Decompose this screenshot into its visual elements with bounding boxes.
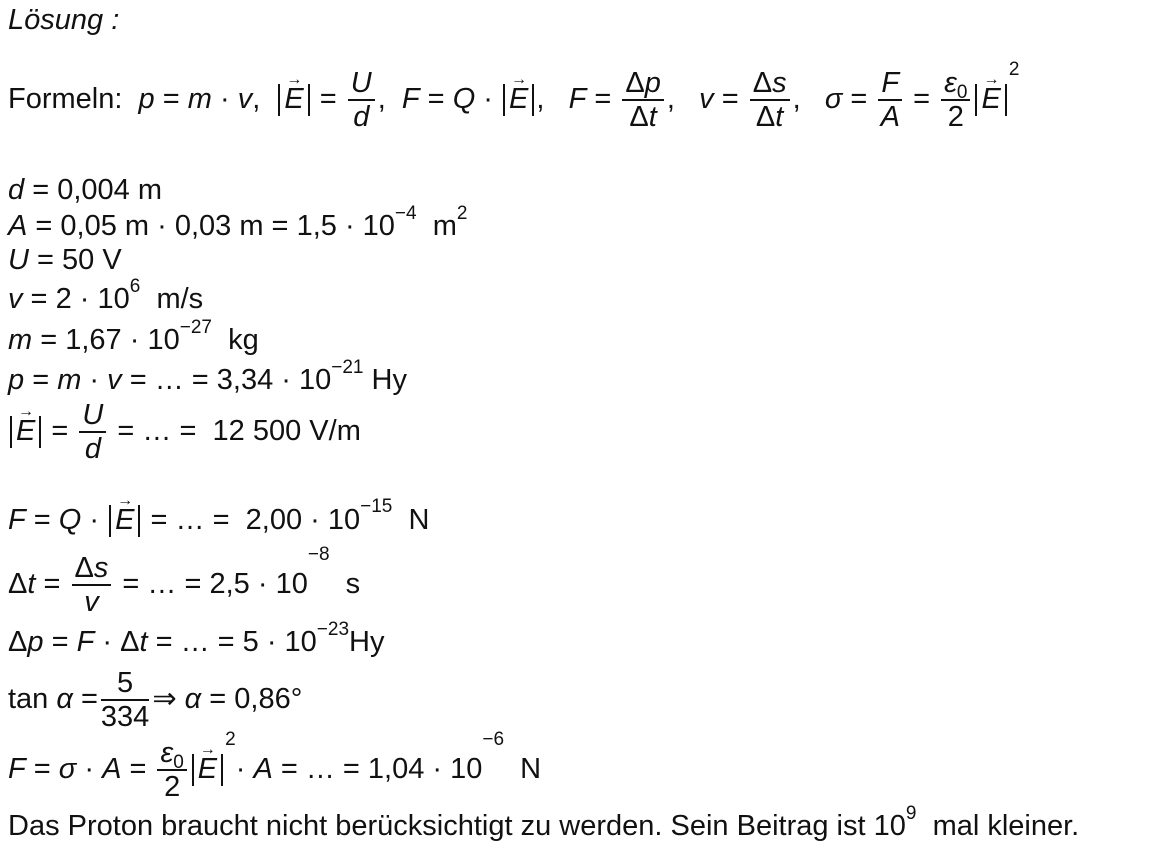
given-A: A = 0,05 m · 0,03 $m = 1,5 \cdot 10^{-4}$ $m^2$ xyxy=(8,203,468,242)
conclusion: Das Proton braucht nicht berücksichtigt zu werden. Sein Beitrag ist $10^9$ mal kleiner. xyxy=(8,803,1080,842)
given-m: $m = 1,67 \cdot 10^{-27}$ kg xyxy=(8,317,259,356)
calc-dt: Δt = $\frac{\Delta s}{v}$ = … = $2,5 \cdot 10^{-8}$ s xyxy=(8,544,361,619)
given-U: U = 50 V xyxy=(8,244,122,276)
given-d: d = 0,004 m xyxy=(8,174,163,206)
formulas-line: Formeln: p = m · v, → E = $\frac{U}{d}$ , F = Q · → E , F = $\frac{\Delta p}{\Delta t}$ , v = $\frac{\Delta s}{\Delta t}$ , σ = $\frac{F}{A}$ = $\frac{\varepsilon_0}{2}$ → $E^2$ xyxy=(8,68,1019,133)
calc-dp: Δp = F · Δt = … = $5 \cdot 10^{-23}Hy$ xyxy=(8,619,385,658)
given-v: $v = 2 \cdot 10^6$ m/s xyxy=(8,276,204,315)
calc-p: p = m · v = … = $3,34 \cdot 10^{-21}$ Hy xyxy=(8,357,407,396)
calc-E: → E = $\frac{U}{d}$ = … = 12 500 V/m xyxy=(8,400,361,465)
formulas-label: Formeln: xyxy=(8,83,123,116)
calc-alpha: tan α = $\frac{5}{334}$ ⇒ α = 0,86° xyxy=(8,667,303,734)
solution-heading: Lösung : xyxy=(8,4,120,36)
calc-F: F = Q · → E = … = $2,00 \cdot 10^{-15}$ N xyxy=(8,505,429,537)
calc-F-total: F = σ · A = $\frac{\varepsilon_0}{2}$ → $E^2\cdot A$ = … = $1,04 \cdot 10^{-6}$ N xyxy=(8,738,541,803)
